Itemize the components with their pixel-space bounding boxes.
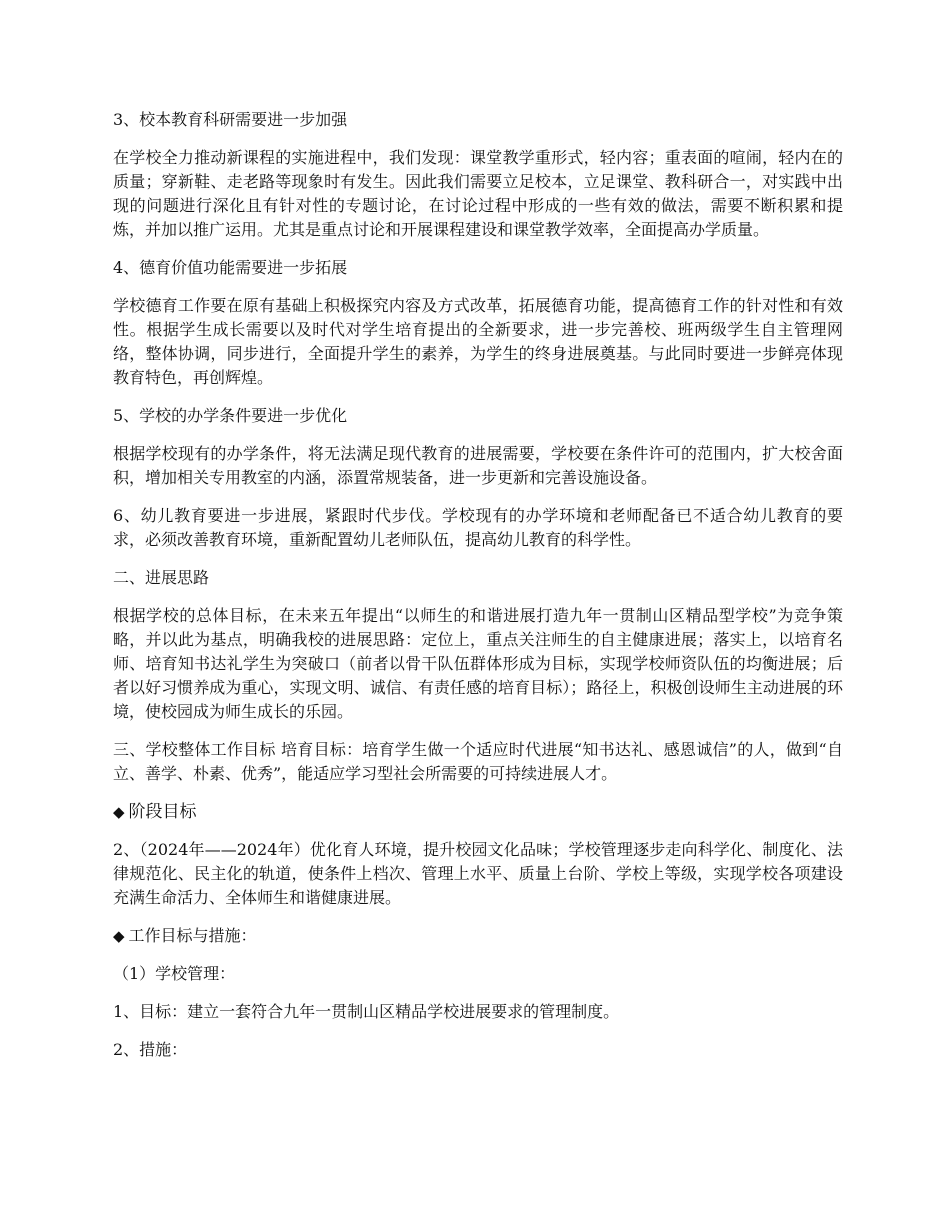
section-3-paragraph: 在学校全力推动新课程的实施进程中，我们发现：课堂教学重形式，轻内容；重表面的喧闹，轻内在的质量；穿新鞋、走老路等现象时有发生。因此我们需要立足校本，立足课堂、教科研合一，对实践中出现的问题进行深化且有针对性的专题讨论，在讨论过程中形成的一些有效的做法，需要不断积累和提炼，并加以推广运用。尤其是重点讨论和开展课程建设和课堂教学效率，全面提高办学质量。 xyxy=(113,148,843,239)
document-page xyxy=(113,108,843,1076)
section-5-paragraph: 根据学校现有的办学条件，将无法满足现代教育的进展需要，学校要在条件许可的范围内，扩大校舍面积，增加相关专用教室的内涵，添置常规装备，进一步更新和完善设施设备。 xyxy=(113,444,843,487)
school-management-heading: （1）学校管理： xyxy=(113,964,236,983)
section-4-paragraph: 学校德育工作要在原有基础上积极探究内容及方式改革，拓展德育功能，提高德育工作的针对性和有效性。根据学生成长需要以及时代对学生培育提出的全新要求，进一步完善校、班两级学生自主管理网络，整体协调，同步进行，全面提升学生的素养，为学生的终身进展奠基。与此同时要进一步鲜亮体现教育特色，再创辉煌。 xyxy=(113,296,843,387)
stage-goal-heading xyxy=(113,800,843,824)
section-5-heading: 5、学校的办学条件要进一步优化 xyxy=(113,406,348,425)
stage-goal-label: 阶段目标 xyxy=(128,802,197,822)
work-goal-heading xyxy=(113,924,843,948)
goal-line: 1、目标：建立一套符合九年一贯制山区精品学校进展要求的管理制度。 xyxy=(113,1002,620,1021)
work-goal-label: 工作目标与措施： xyxy=(128,926,257,945)
diamond-icon: ◆ xyxy=(113,803,125,821)
section-4-heading: 4、德育价值功能需要进一步拓展 xyxy=(113,258,348,277)
diamond-icon: ◆ xyxy=(113,927,125,945)
section-3-heading: 3、校本教育科研需要进一步加强 xyxy=(113,110,348,129)
stage-goal-paragraph: 2、（2024年——2024年）优化育人环境，提升校园文化品味；学校管理逐步走向科学化、制度化、法律规范化、民主化的轨道，使条件上档次、管理上水平、质量上台阶、学校上等级，实现学校各项建设充满生命活力、全体师生和谐健康进展。 xyxy=(113,840,843,907)
measure-line: 2、措施： xyxy=(113,1040,188,1059)
part-2-paragraph: 根据学校的总体目标，在未来五年提出“以师生的和谐进展打造九年一贯制山区精品型学校”为竞争策略，并以此为基点，明确我校的进展思路：定位上，重点关注师生的自主健康进展；落实上，以培育名师、培育知书达礼学生为突破口（前者以骨干队伍群体形成为目标，实现学校师资队伍的均衡进展；后者以好习惯养成为重心，实现文明、诚信、有责任感的培育目标）；路径上，积极创设师生主动进展的环境，使校园成为师生成长的乐园。 xyxy=(113,606,843,721)
section-6-paragraph: 6、幼儿教育要进一步进展，紧跟时代步伐。学校现有的办学环境和老师配备已不适合幼儿教育的要求，必须改善教育环境，重新配置幼儿老师队伍，提高幼儿教育的科学性。 xyxy=(113,506,843,549)
part-3-paragraph: 三、学校整体工作目标 培育目标：培育学生做一个适应时代进展“知书达礼、感恩诚信”的人，做到“自立、善学、朴素、优秀”，能适应学习型社会所需要的可持续进展人才。 xyxy=(113,740,843,783)
part-2-heading: 二、进展思路 xyxy=(113,568,210,587)
